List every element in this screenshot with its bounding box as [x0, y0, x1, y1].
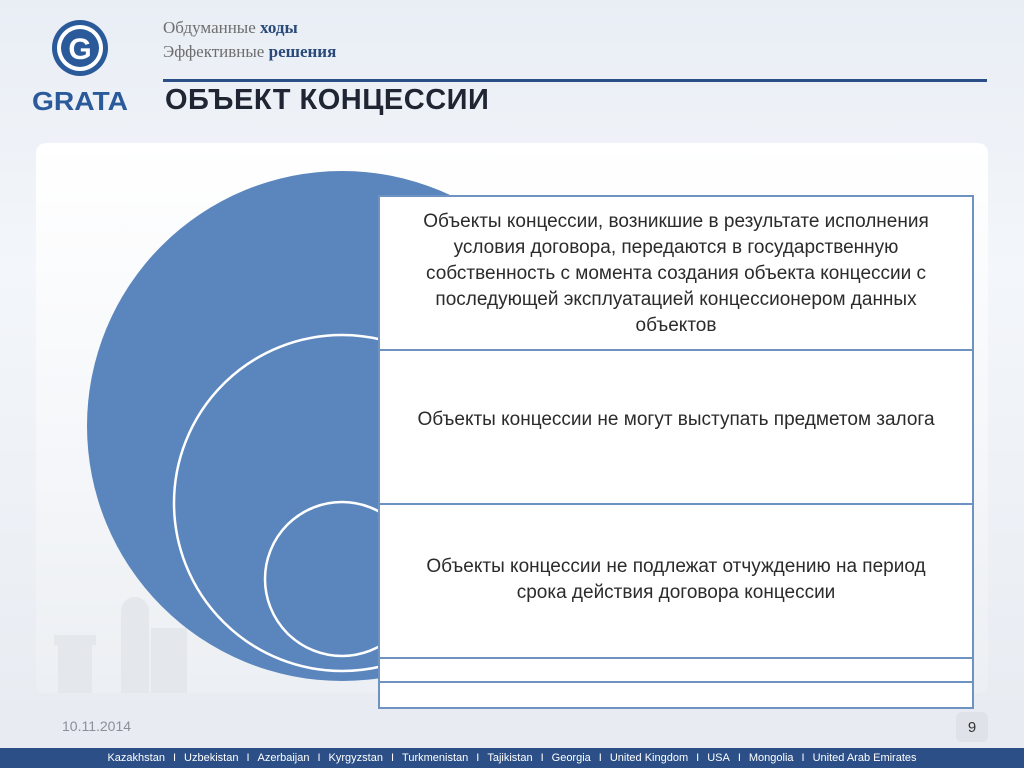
- content-panel: [36, 143, 988, 693]
- footer-country: USA: [707, 752, 730, 764]
- footer-separator: I: [390, 752, 395, 764]
- tagline: [163, 16, 336, 64]
- page-title: ОБЪЕКТ КОНЦЕССИИ: [165, 84, 490, 116]
- tagline-1-bold: ходы: [260, 18, 298, 37]
- concession-box-1-text: Объекты концессии, возникшие в результате исполнения условия договора, передаются в государственную собственность с момента создания объекта концессии с последующей эксплуатацией концессионером данных объектов: [423, 211, 929, 336]
- concession-box-2: [378, 349, 974, 505]
- tagline-2-normal: Эффективные: [163, 42, 265, 61]
- tagline-1-normal: Обдуманные: [163, 18, 256, 37]
- footer-country: Tajikistan: [487, 752, 533, 764]
- footer-country: United Kingdom: [609, 752, 689, 764]
- footer-countries-bar: [0, 748, 1024, 768]
- footer-separator: I: [696, 752, 700, 764]
- footer-separator: I: [737, 752, 741, 764]
- footer-country: Mongolia: [748, 752, 794, 764]
- footer-separator: I: [801, 752, 805, 764]
- page-number: 9: [956, 712, 988, 742]
- footer-separator: I: [598, 752, 602, 764]
- tagline-2-bold: решения: [268, 42, 337, 61]
- footer-separator: I: [246, 752, 250, 764]
- logo-letter: G: [68, 33, 92, 66]
- slide-date: 10.11.2014: [62, 718, 132, 734]
- concession-box-3: [378, 503, 974, 659]
- concession-box-5-empty: [378, 681, 974, 709]
- footer-separator: I: [317, 752, 321, 764]
- footer-separator: I: [540, 752, 544, 764]
- concession-box-4-empty: [378, 657, 974, 683]
- tagline-line-1: [163, 16, 336, 40]
- tagline-line-2: [163, 40, 336, 64]
- footer-country: Kyrgyzstan: [328, 752, 383, 764]
- concession-box-3-text: Объекты концессии не подлежат отчуждению на период срока действия договора концессии: [426, 556, 926, 603]
- footer-country: United Arab Emirates: [812, 752, 917, 764]
- title-divider: [163, 79, 987, 82]
- footer-country: Turkmenistan: [402, 752, 469, 764]
- grata-logo: [30, 18, 130, 114]
- footer-country: Georgia: [551, 752, 591, 764]
- footer-country: Azerbaijan: [257, 752, 310, 764]
- footer-separator: I: [476, 752, 480, 764]
- grata-logo-mark: [30, 18, 130, 114]
- footer-separator: I: [172, 752, 177, 764]
- footer-country: Kazakhstan: [107, 752, 165, 764]
- concession-box-2-text: Объекты концессии не могут выступать предметом залога: [417, 409, 935, 430]
- footer-country: Uzbekistan: [184, 752, 239, 764]
- logo-text: GRATA: [32, 86, 129, 114]
- concession-box-1: [378, 195, 974, 351]
